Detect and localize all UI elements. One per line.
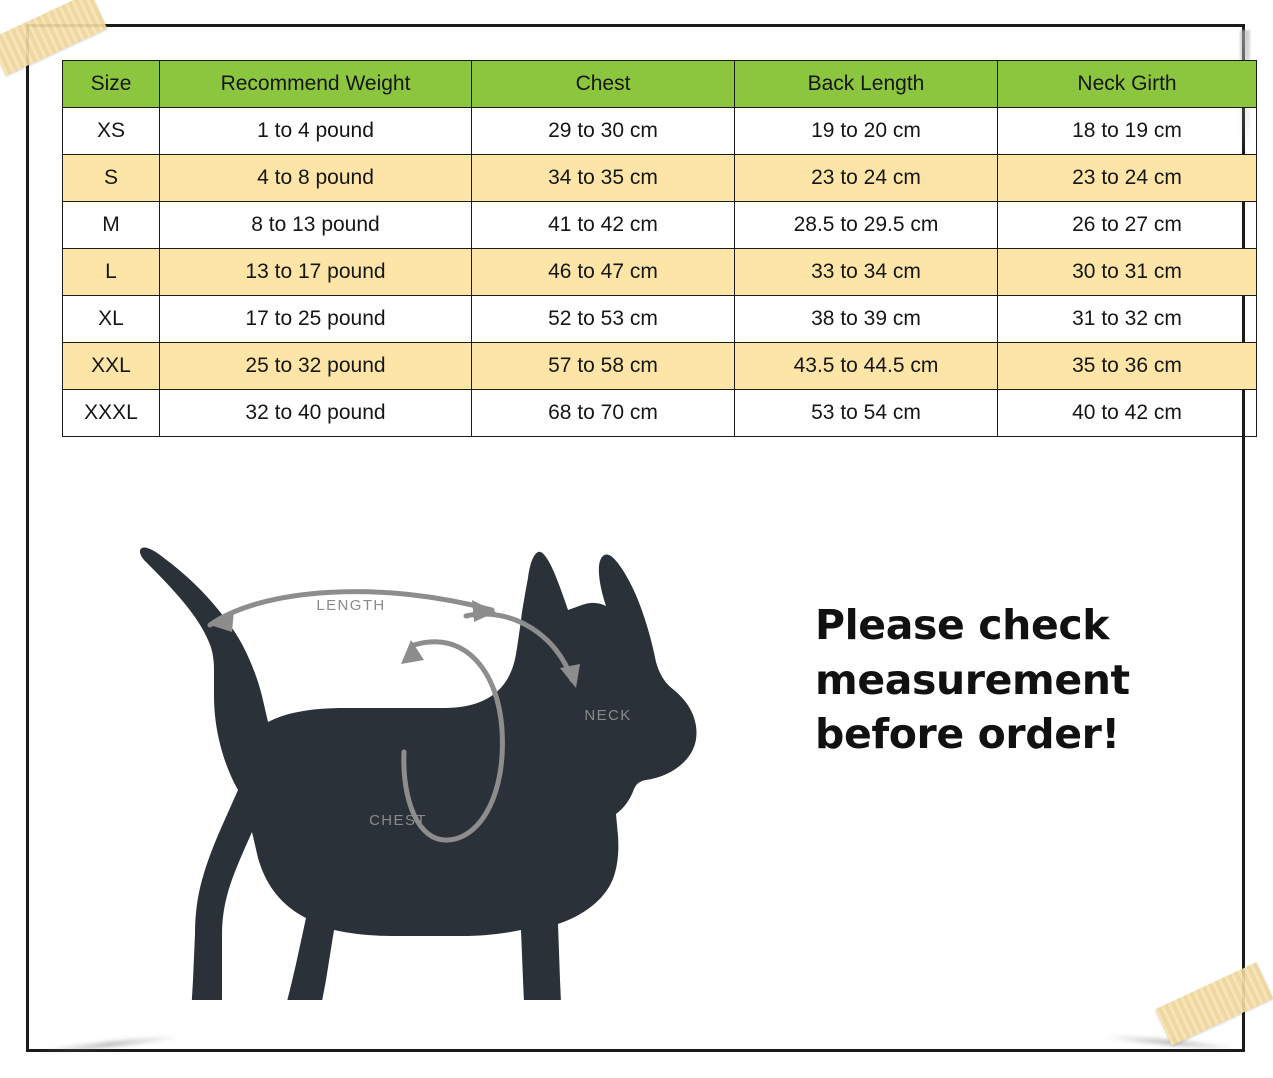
cell-size: XXXL — [63, 390, 160, 437]
table-header — [63, 61, 1257, 108]
cell-neck: 23 to 24 cm — [998, 155, 1257, 202]
dog-measurement-diagram — [62, 440, 722, 1000]
cell-chest: 46 to 47 cm — [472, 249, 735, 296]
column-header-chest: Chest — [472, 61, 735, 108]
table-row — [63, 343, 1257, 390]
cell-neck: 40 to 42 cm — [998, 390, 1257, 437]
cell-neck: 26 to 27 cm — [998, 202, 1257, 249]
column-header-size: Size — [63, 61, 160, 108]
cell-chest: 52 to 53 cm — [472, 296, 735, 343]
cell-chest: 29 to 30 cm — [472, 108, 735, 155]
table-row — [63, 390, 1257, 437]
neck-label: NECK — [584, 707, 632, 724]
chest-label: CHEST — [369, 812, 427, 829]
cell-back: 33 to 34 cm — [735, 249, 998, 296]
cell-size: L — [63, 249, 160, 296]
table-row — [63, 202, 1257, 249]
table-row — [63, 296, 1257, 343]
column-header-weight: Recommend Weight — [160, 61, 472, 108]
cell-weight: 32 to 40 pound — [160, 390, 472, 437]
table-row — [63, 155, 1257, 202]
cell-size: XS — [63, 108, 160, 155]
cell-weight: 8 to 13 pound — [160, 202, 472, 249]
cell-weight: 4 to 8 pound — [160, 155, 472, 202]
table-row — [63, 108, 1257, 155]
cell-chest: 34 to 35 cm — [472, 155, 735, 202]
cell-chest: 68 to 70 cm — [472, 390, 735, 437]
cell-weight: 17 to 25 pound — [160, 296, 472, 343]
table-header-row — [63, 61, 1257, 108]
headline-line-1: Please check — [815, 601, 1110, 649]
table-row — [63, 249, 1257, 296]
table-body — [63, 108, 1257, 437]
cell-neck: 18 to 19 cm — [998, 108, 1257, 155]
headline-message — [815, 598, 1205, 762]
length-arrowhead-right — [472, 600, 496, 622]
cell-weight: 25 to 32 pound — [160, 343, 472, 390]
cell-weight: 13 to 17 pound — [160, 249, 472, 296]
cell-back: 23 to 24 cm — [735, 155, 998, 202]
cell-neck: 35 to 36 cm — [998, 343, 1257, 390]
cell-size: XL — [63, 296, 160, 343]
length-label: LENGTH — [316, 597, 386, 614]
headline-line-2: measurement — [815, 655, 1130, 704]
cell-chest: 41 to 42 cm — [472, 202, 735, 249]
cell-neck: 30 to 31 cm — [998, 249, 1257, 296]
cell-back: 53 to 54 cm — [735, 390, 998, 437]
cell-size: M — [63, 202, 160, 249]
cell-neck: 31 to 32 cm — [998, 296, 1257, 343]
column-header-back-length: Back Length — [735, 61, 998, 108]
cell-weight: 1 to 4 pound — [160, 108, 472, 155]
column-header-neck-girth: Neck Girth — [998, 61, 1257, 108]
headline-line-3: before order! — [815, 710, 1120, 759]
cell-size: S — [63, 155, 160, 202]
size-chart-table — [62, 60, 1257, 437]
cell-back: 19 to 20 cm — [735, 108, 998, 155]
cell-back: 43.5 to 44.5 cm — [735, 343, 998, 390]
cell-back: 38 to 39 cm — [735, 296, 998, 343]
cell-size: XXL — [63, 343, 160, 390]
cell-back: 28.5 to 29.5 cm — [735, 202, 998, 249]
cell-chest: 57 to 58 cm — [472, 343, 735, 390]
